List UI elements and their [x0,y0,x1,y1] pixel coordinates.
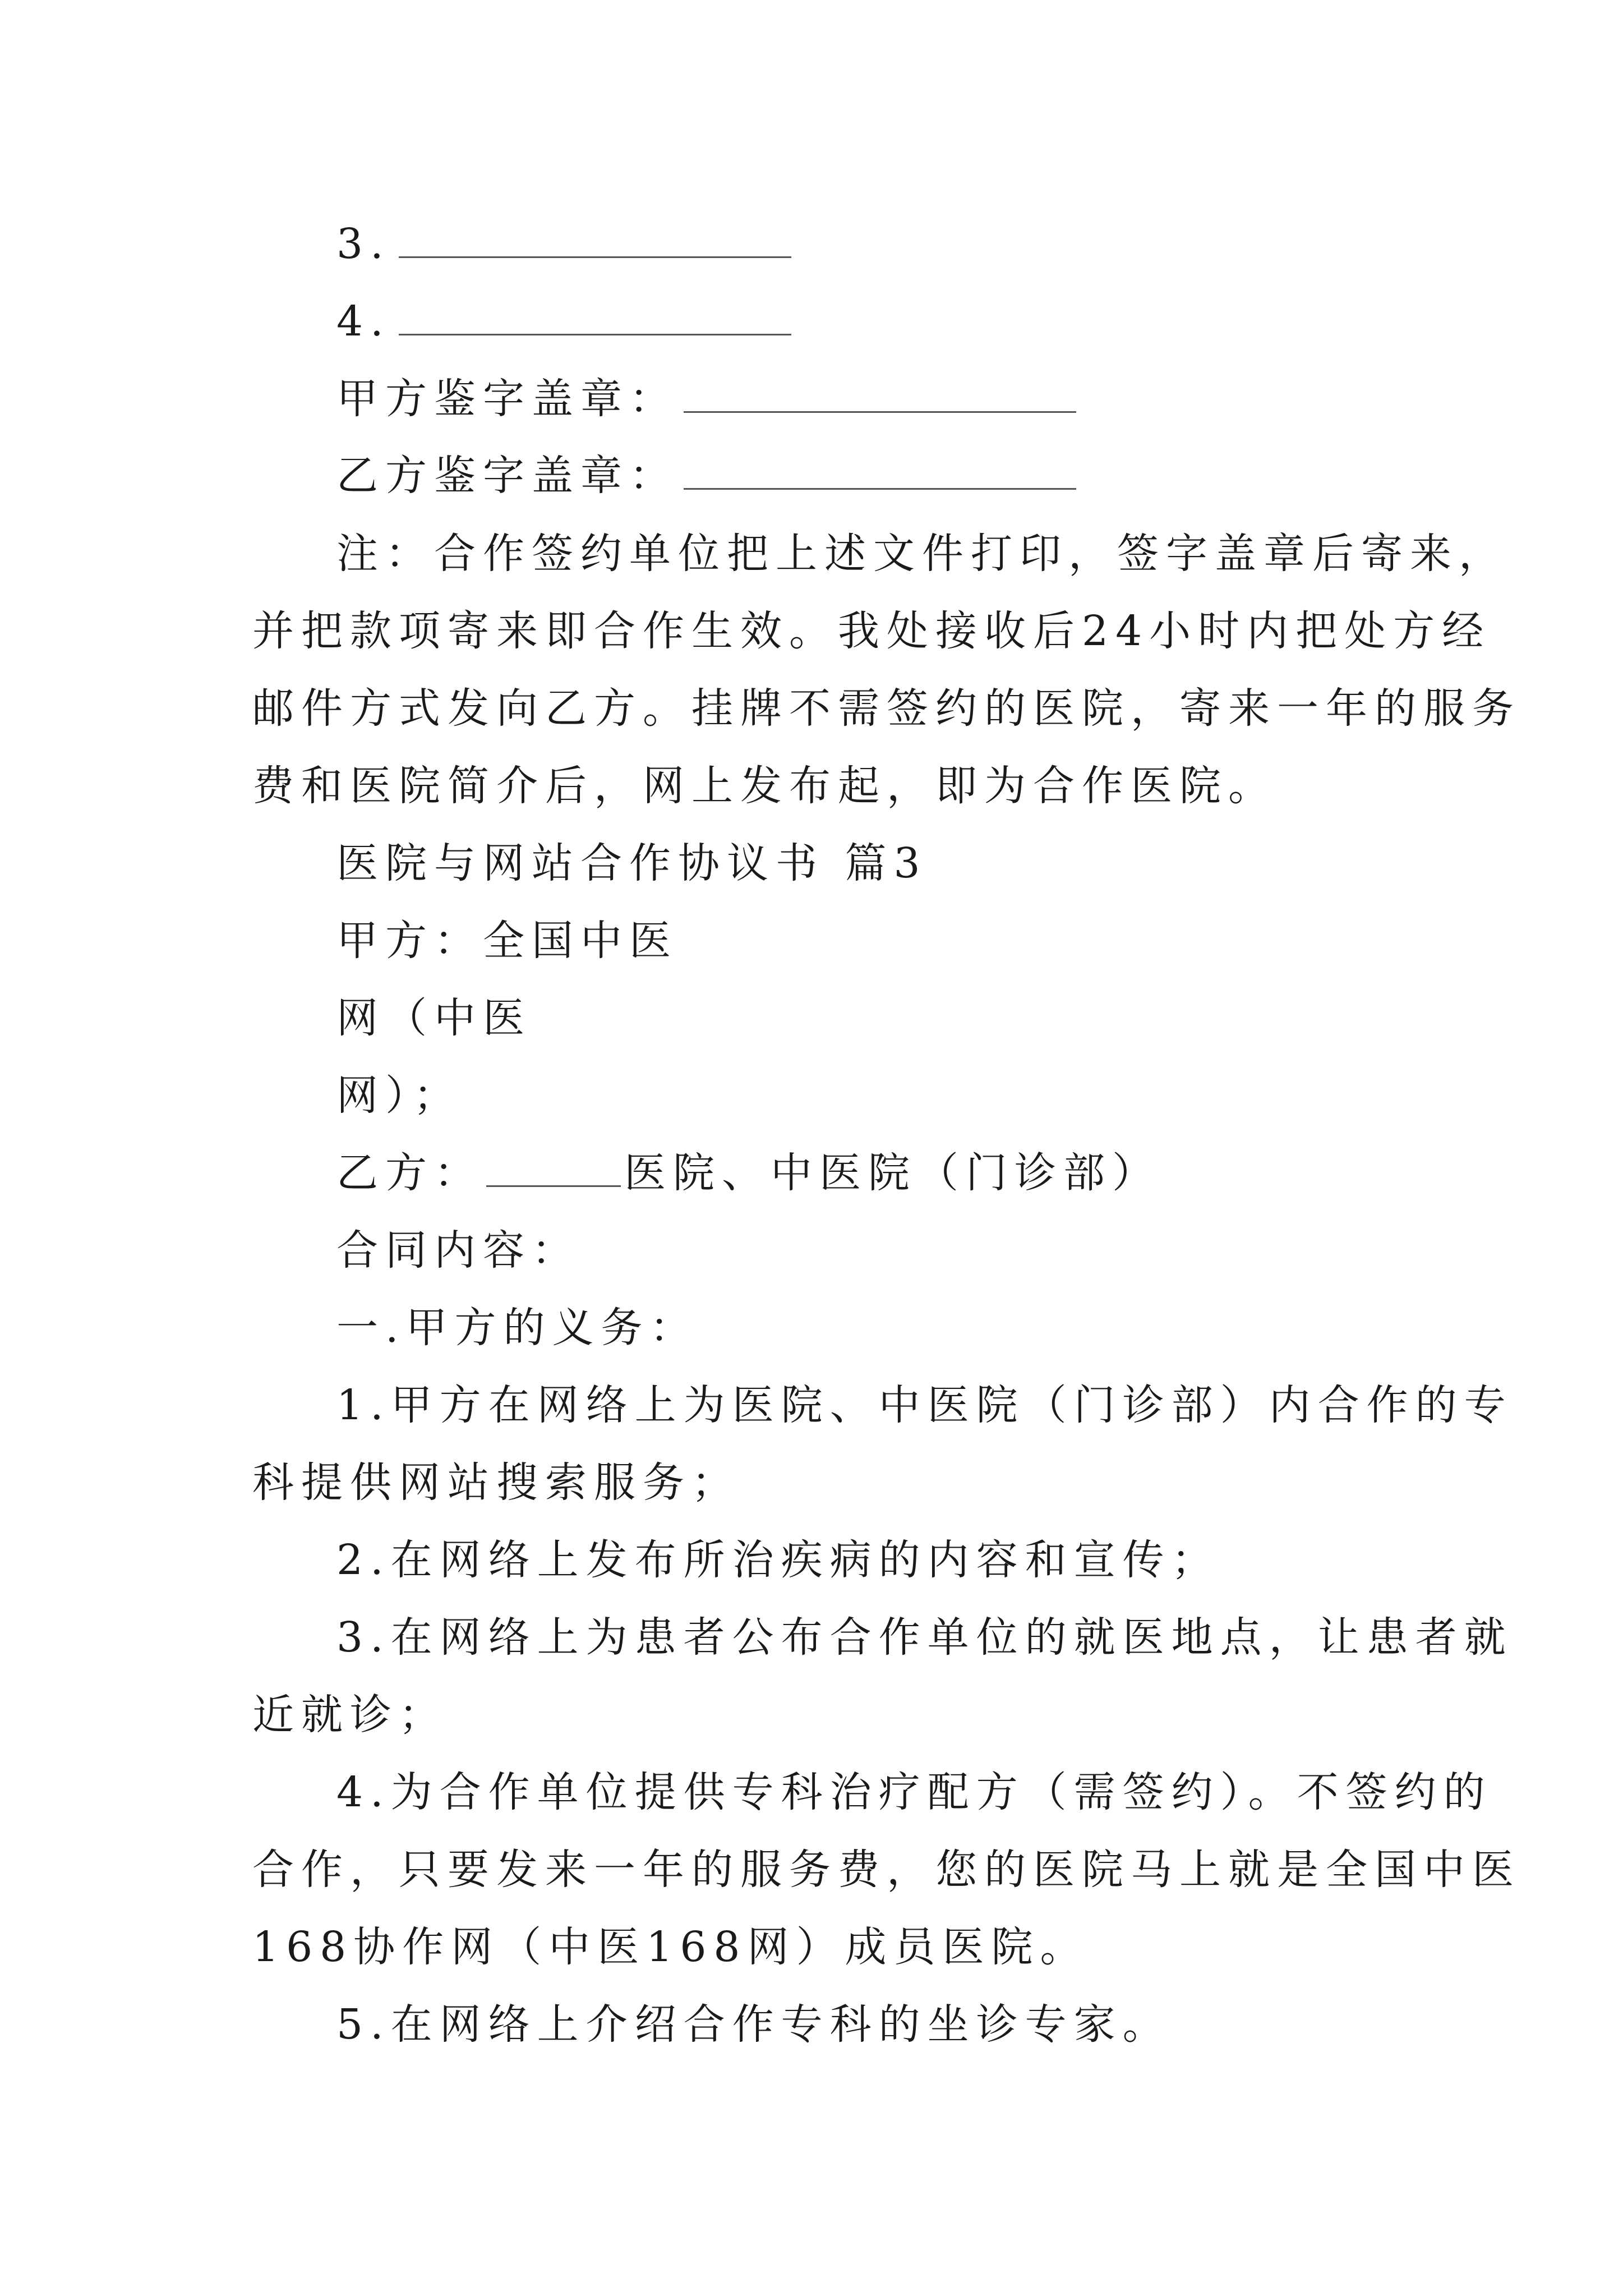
party-a-line: 网（中医 [336,994,532,1042]
section-heading: 医院与网站合作协议书 篇3 [336,839,928,887]
party-a-line: 甲方：全国中医 [336,917,678,965]
signature-blank [684,454,1076,490]
blank-field [486,1151,621,1187]
list-item-3 [336,219,1475,269]
note-paragraph-line: 邮件方式发向乙方。挂牌不需签约的医院，寄来一年的服务 [252,684,1521,733]
line-text: 医院、中医院（门诊部） [624,1149,1161,1197]
signature-blank [684,378,1076,413]
party-a-line: 网）； [336,1071,462,1120]
line-text: 乙方鉴字盖章： [336,452,678,500]
obligation-item: 4.为合作单位提供专科治疗配方（需签约）。不签约的 [336,1768,1492,1816]
party-a-signature [336,374,1475,424]
obligation-item: 合作，只要发来一年的服务费，您的医院马上就是全国中医 [252,1846,1521,1894]
obligation-item: 2.在网络上发布所治疾病的内容和宣传； [336,1536,1220,1584]
obligation-item: 3.在网络上为患者公布合作单位的就医地点，让患者就 [336,1613,1513,1662]
obligation-item: 168协作网（中医168网）成员医院。 [252,1923,1089,1971]
obligation-item: 近就诊； [252,1691,448,1739]
line-text: 乙方： [336,1149,483,1197]
blank-field [399,300,791,335]
blank-field [399,223,791,258]
contract-content-heading: 合同内容： [336,1226,580,1274]
obligation-item: 1.甲方在网络上为医院、中医院（门诊部）内合作的专 [336,1381,1513,1429]
list-item-4 [336,296,1475,347]
obligations-heading: 一.甲方的义务： [336,1304,699,1352]
line-text: 3. [336,220,391,268]
party-b-signature [336,450,1475,501]
obligation-item: 5.在网络上介绍合作专科的坐诊专家。 [336,2000,1172,2049]
obligation-item: 科提供网站搜索服务； [252,1458,740,1507]
line-text: 4. [336,297,391,346]
line-text: 甲方鉴字盖章： [336,375,678,423]
note-paragraph-line: 注：合作签约单位把上述文件打印，签字盖章后寄来， [336,530,1507,578]
party-b-line [336,1148,1475,1198]
note-paragraph-line: 并把款项寄来即合作生效。我处接收后24小时内把处方经 [252,607,1491,655]
note-paragraph-line: 费和医院简介后，网上发布起，即为合作医院。 [252,762,1277,810]
